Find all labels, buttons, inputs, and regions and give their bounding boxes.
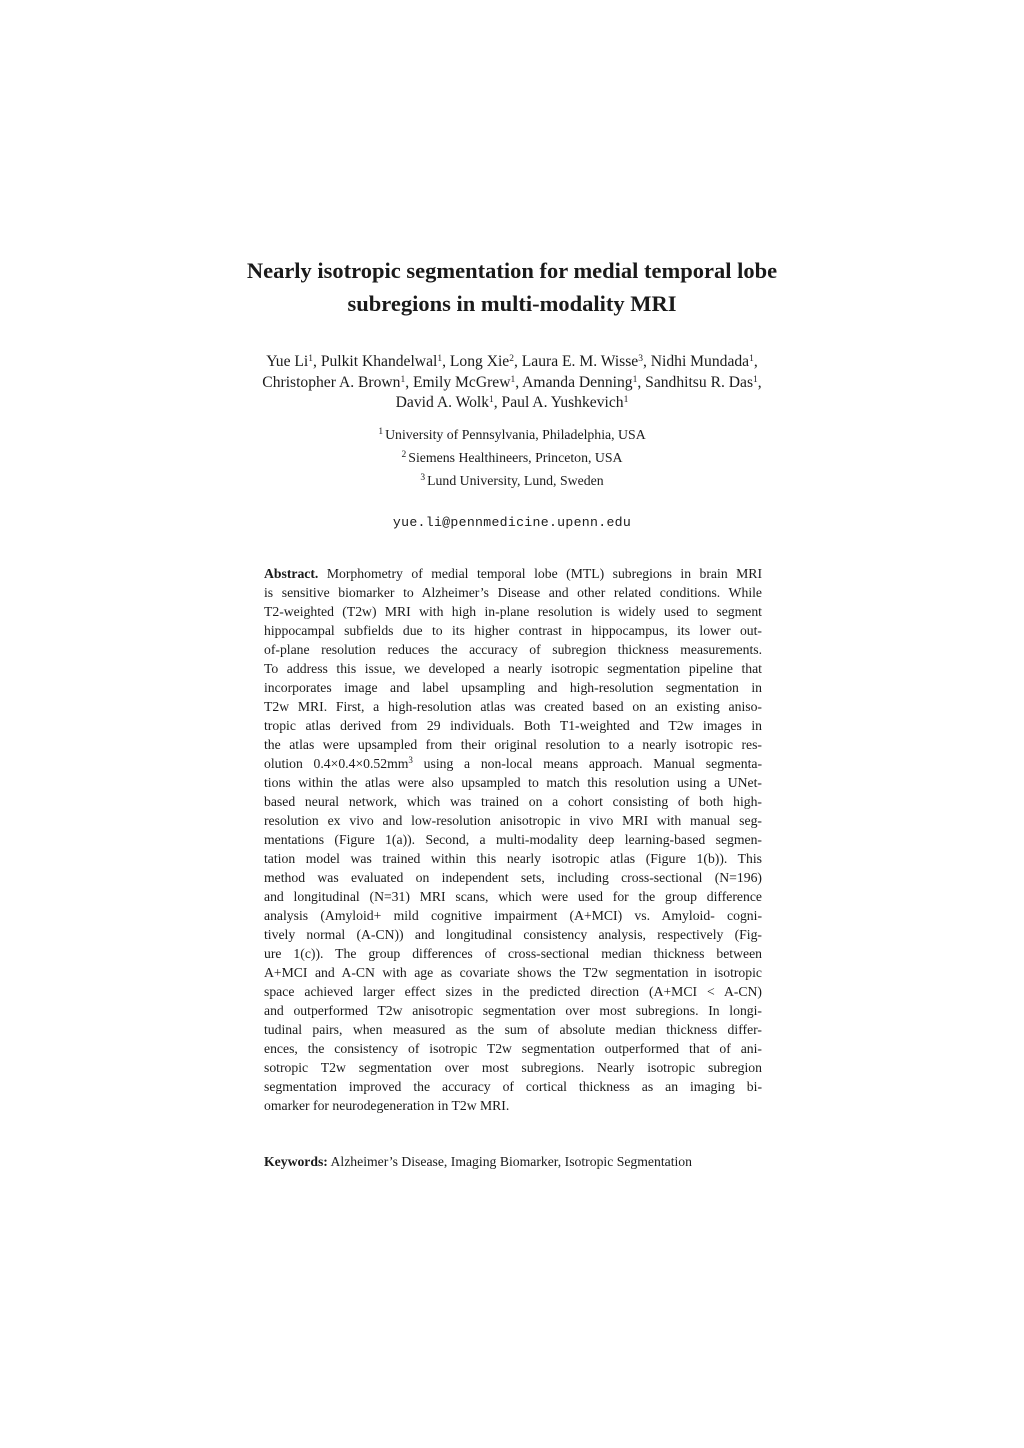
abstract-line: tively normal (A-CN)) and longitudinal consistency analysis, respectively (Fig-: [264, 926, 762, 942]
paper-title: [162, 254, 862, 320]
abstract-line-text: Morphometry of medial temporal lobe (MTL) subregions in brain MRI: [326, 566, 762, 581]
author-name: Paul A. Yushkevich: [501, 394, 624, 411]
abstract-line: tudinal pairs, when measured as the sum of absolute median thickness differ-: [264, 1021, 762, 1037]
author-affiliation-mark: 2: [509, 354, 514, 364]
author-line: Yue Li$^1$, Pulkit Khandelwal$^1$, Long Xie$^2$, Laura E. M. Wisse$^3$, Nidhi Mundada$^1$,: [266, 353, 758, 370]
abstract-line: resolution ex vivo and low-resolution anisotropic in vivo MRI with manual seg-: [264, 812, 762, 828]
author-name: Laura E. M. Wisse: [521, 353, 639, 370]
author-name: Nidhi Mundada: [650, 353, 750, 370]
author-list: [162, 352, 862, 414]
affiliation-number: 2: [401, 450, 407, 460]
author-name: Christopher A. Brown: [262, 373, 401, 391]
abstract-label: Abstract.: [264, 566, 319, 581]
abstract-line: the atlas were upsampled from their original resolution to a nearly isotropic res-: [264, 736, 762, 752]
author-affiliation-mark: 1: [753, 374, 758, 385]
abstract-line: To address this issue, we developed a nearly isotropic segmentation pipeline that: [264, 660, 762, 676]
author-affiliation-mark: 1: [437, 354, 443, 364]
author-affiliation-mark: 1: [632, 374, 638, 385]
keywords-label: Keywords:: [264, 1154, 328, 1169]
author-name: Emily McGrew: [413, 373, 511, 391]
author-name: Long Xie: [449, 353, 510, 370]
abstract-line: mentations (Figure 1(a)). Second, a multi-modality deep learning-based segmen-: [264, 831, 762, 847]
abstract-line: hippocampal subfields due to its higher contrast in hippocampus, its lower out-: [264, 622, 762, 638]
abstract-line: based neural network, which was trained on a cohort consisting of both high-: [264, 793, 762, 809]
abstract-line: is sensitive biomarker to Alzheimer’s Disease and other related conditions. While: [264, 584, 762, 600]
abstract-line: segmentation improved the accuracy of cortical thickness as an imaging bi-: [264, 1078, 762, 1094]
abstract-line: tation model was trained within this nearly isotropic atlas (Figure 1(b)). This: [264, 850, 762, 866]
abstract-line: of-plane resolution reduces the accuracy of subregion thickness measurements.: [264, 641, 762, 657]
author-name: Sandhitsu R. Das: [645, 373, 754, 391]
abstract-line: ences, the consistency of isotropic T2w segmentation outperformed that of ani-: [264, 1040, 762, 1056]
author-line: David A. Wolk$^1$, Paul A. Yushkevich$^1$: [395, 394, 629, 411]
abstract-line: method was evaluated on independent sets, including cross-sectional (N=196): [264, 869, 762, 885]
keywords-text: Alzheimer’s Disease, Imaging Biomarker, Isotropic Segmentation: [330, 1154, 692, 1169]
abstract-line: tropic atlas derived from 29 individuals. Both T1-weighted and T2w images in: [264, 717, 762, 733]
keywords: [264, 1152, 762, 1171]
contact-email[interactable]: yue.li@pennmedicine.upenn.edu: [392, 515, 632, 530]
affiliation-text: University of Pennsylvania, Philadelphia, USA: [385, 427, 646, 442]
author-affiliation-mark: 1: [510, 374, 516, 385]
author-affiliation-mark: 1: [623, 395, 629, 405]
author-affiliation-mark: 1: [489, 395, 494, 405]
superscript: 3: [408, 754, 413, 765]
author-name: Pulkit Khandelwal: [320, 353, 438, 370]
author-affiliation-mark: 1: [308, 354, 314, 364]
abstract-line: T2-weighted (T2w) MRI with high in-plane resolution is widely used to segment: [264, 603, 762, 619]
abstract: [264, 565, 762, 1116]
affiliation-text: Siemens Healthineers, Princeton, USA: [408, 450, 623, 465]
title-line: Nearly isotropic segmentation for medial temporal lobe: [246, 258, 778, 283]
abstract-line: [264, 755, 762, 774]
abstract-line: A+MCI and A-CN with age as covariate shows the T2w segmentation in isotropic: [264, 964, 762, 980]
author-name: Amanda Denning: [522, 373, 633, 391]
affiliation-text: Lund University, Lund, Sweden: [427, 473, 604, 488]
author-affiliation-mark: 1: [400, 374, 406, 385]
abstract-line: incorporates image and label upsampling and high-resolution segmentation in: [264, 679, 762, 695]
author-affiliation-mark: 3: [638, 354, 643, 364]
affiliation-number: 3: [420, 473, 426, 483]
abstract-line: T2w MRI. First, a high-resolution atlas was created based on an existing aniso-: [264, 698, 762, 714]
abstract-line: analysis (Amyloid+ mild cognitive impairment (A+MCI) vs. Amyloid- cogni-: [264, 907, 762, 923]
author-name: David A. Wolk: [395, 394, 489, 411]
abstract-line: tions within the atlas were also upsampled to match this resolution using a UNet-: [264, 774, 762, 790]
affiliation: [162, 426, 862, 444]
abstract-line: and longitudinal (N=31) MRI scans, which were used for the group difference: [264, 888, 762, 904]
affiliation-number: 1: [378, 427, 384, 437]
abstract-line-text: olution 0.4×0.4×0.52mm: [264, 755, 409, 771]
abstract-line: space achieved larger effect sizes in the predicted direction (A+MCI < A-CN): [264, 983, 762, 999]
abstract-line: and outperformed T2w anisotropic segmentation over most subregions. In longi-: [264, 1002, 762, 1018]
affiliation: [162, 449, 862, 467]
abstract-line-text: using a non-local means approach. Manual segmenta-: [412, 755, 763, 771]
abstract-line: sotropic T2w segmentation over most subregions. Nearly isotropic subregion: [264, 1059, 762, 1075]
title-line: subregions in multi-modality MRI: [347, 291, 677, 316]
author-name: Yue Li: [266, 353, 309, 370]
abstract-line: ure 1(c)). The group differences of cross-sectional median thickness between: [264, 945, 762, 961]
author-line: Christopher A. Brown$^1$, Emily McGrew$^1$, Amanda Denning$^1$, Sandhitsu R. Das$^1$,: [262, 373, 762, 391]
abstract-line: omarker for neurodegeneration in T2w MRI.: [264, 1097, 510, 1113]
author-affiliation-mark: 1: [749, 354, 754, 364]
abstract-line: [264, 565, 762, 584]
affiliation: [162, 472, 862, 490]
